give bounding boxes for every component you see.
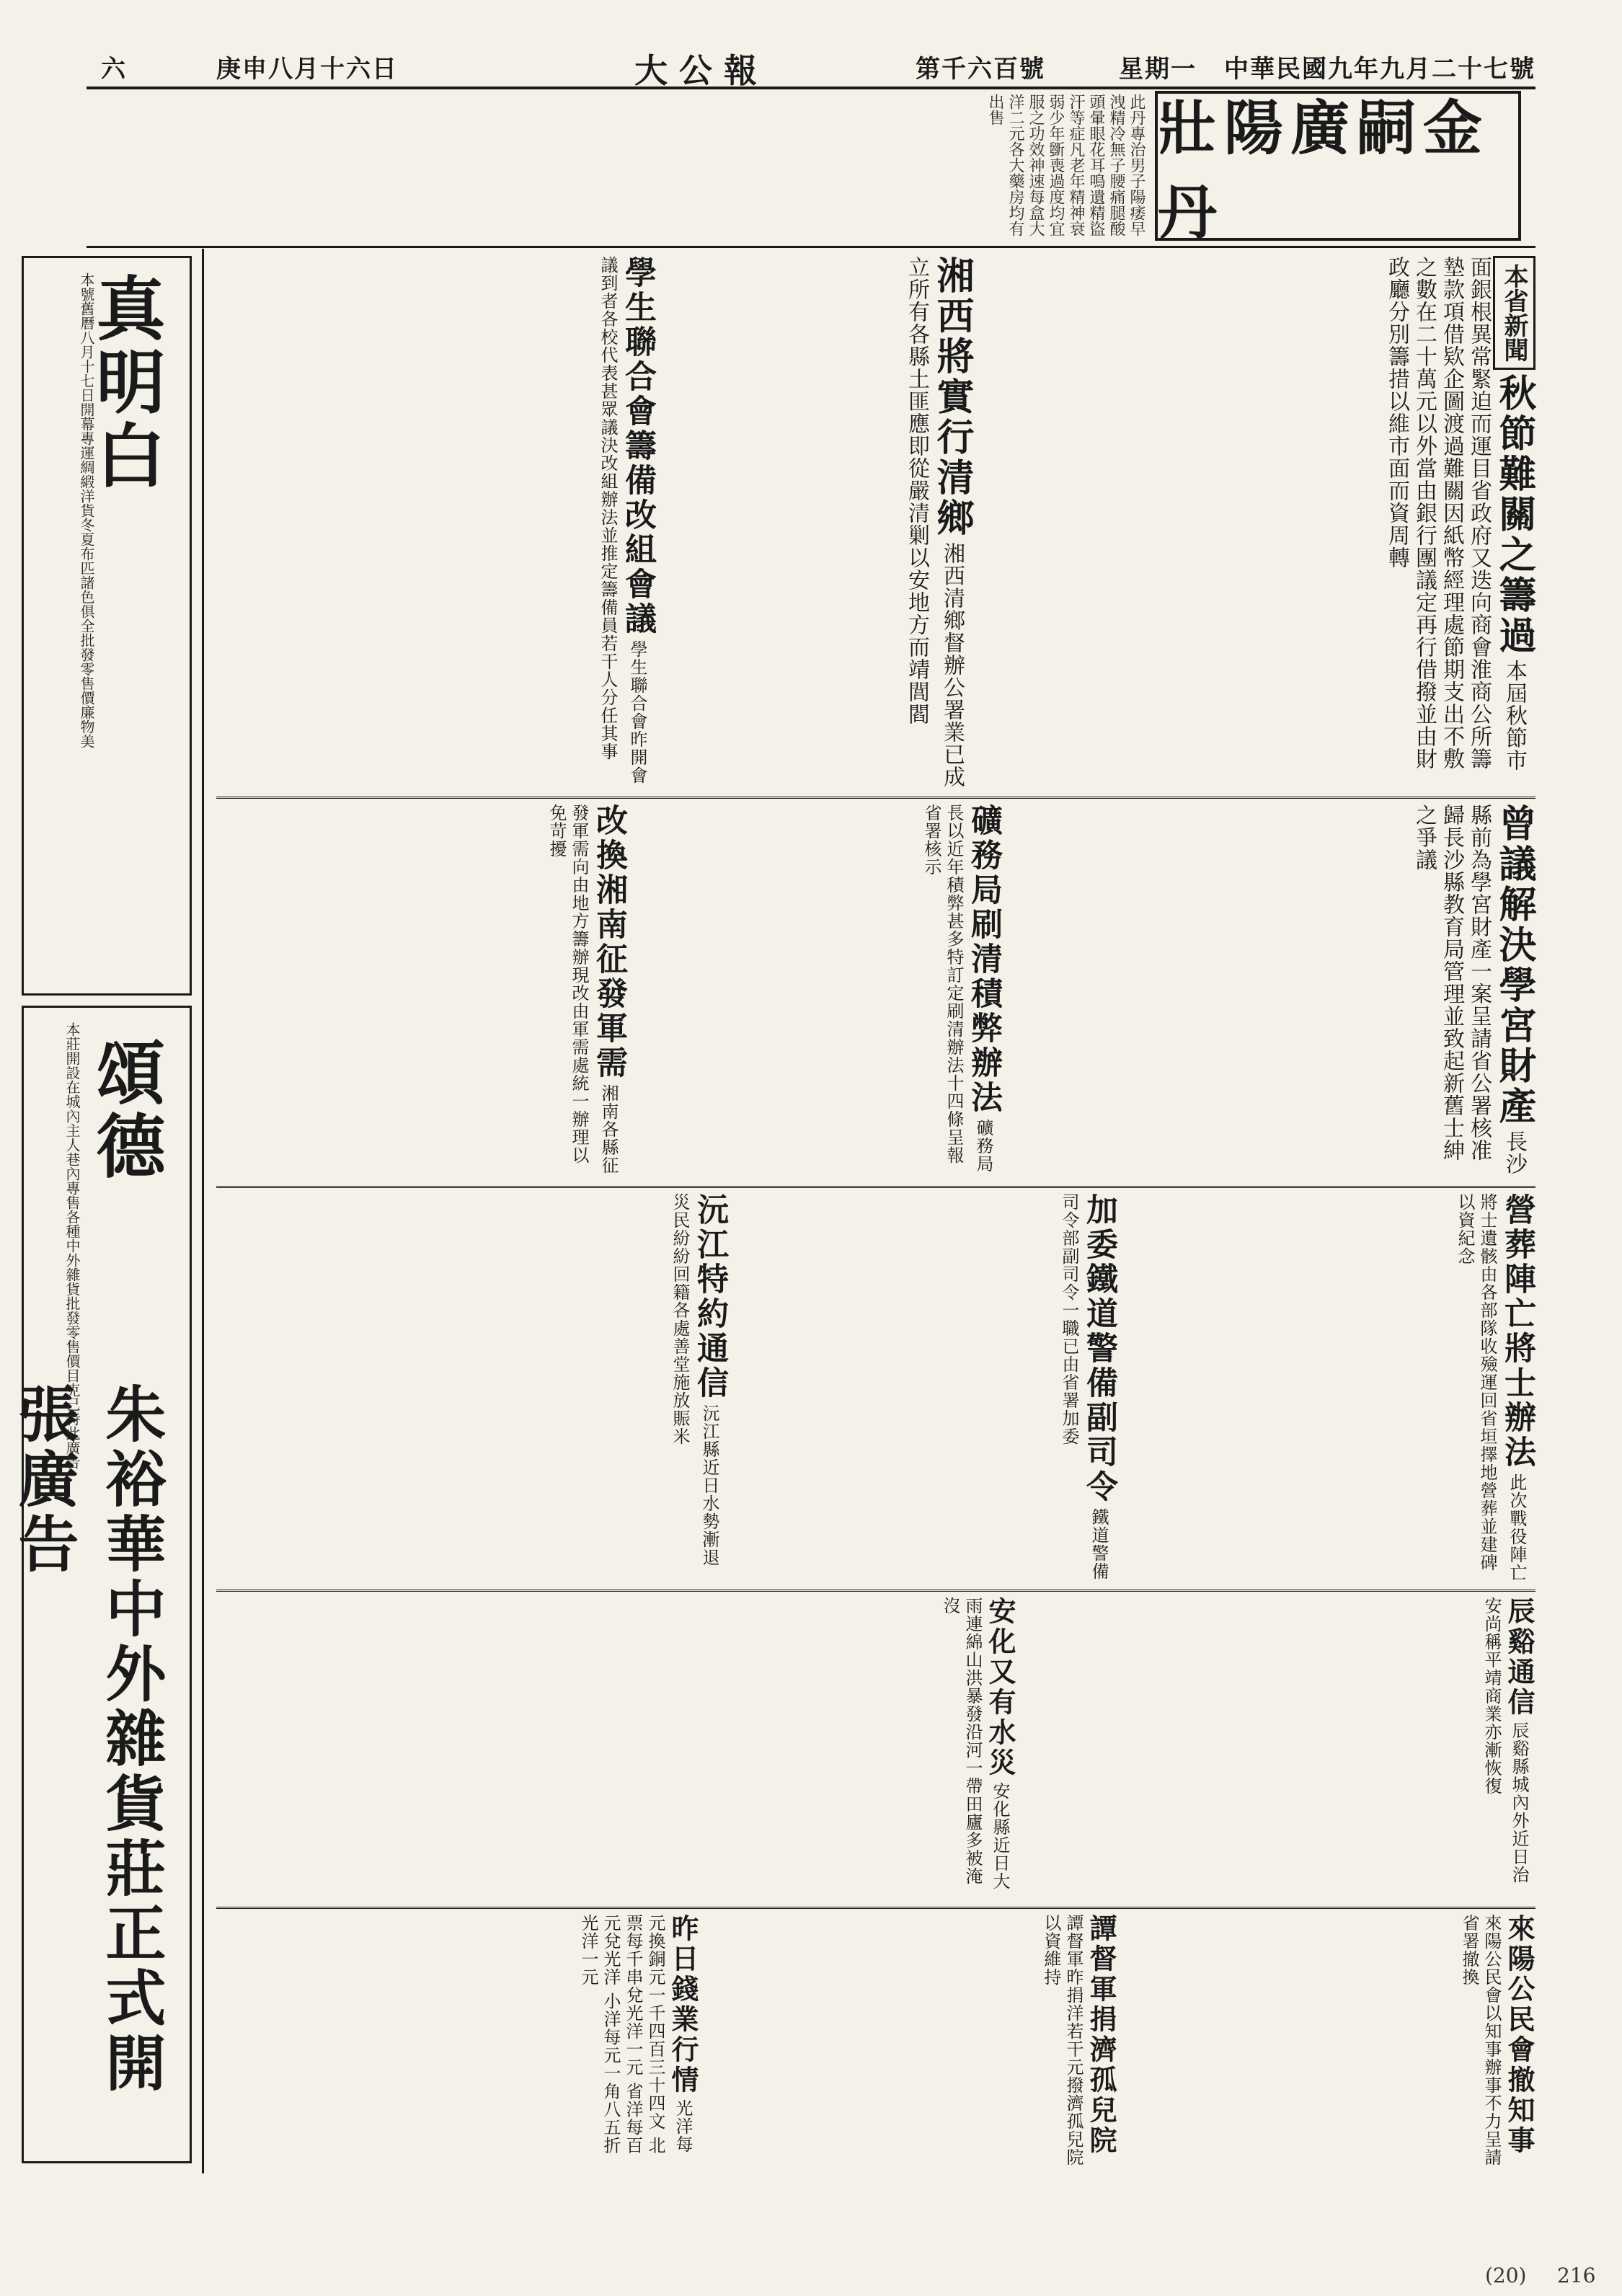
article-8-title: 加委鐵道警備副司令 [1081, 1193, 1117, 1504]
masthead-weekday: 星期一 [1119, 55, 1197, 84]
article-12-body: 來陽公民會以知事辦事不力呈請省署撤換 [1459, 1914, 1502, 2166]
article-student-union [223, 256, 656, 789]
article-money-market [223, 1914, 699, 2166]
article-9-body: 沅江縣近日水勢漸退災民紛紛回籍各處善堂施放賑米 [670, 1193, 719, 1567]
article-1-body: 本屆秋節市面銀根異常緊迫而運目省政府又迭向商會淮商公所籌墊款項借欵企圖渡過難關因紙幣經理處節期支出不敷之數在二十萬元以外當由銀行團議定再行借撥並由財政廳分別籌措以維市面而資周轉 [1384, 256, 1527, 772]
masthead-issue: 第千六百號 [916, 55, 1045, 84]
article-13-title: 譚督軍捐濟孤兒院 [1085, 1914, 1117, 2156]
top-ad-text: 此丹專治男子陽痿早洩精冷無子腰痛腿酸頭暈眼花耳鳴遺精盜汗等症凡老年精神衰弱少年斵喪過度均宜服之功效神速每盒大洋二元各大藥房均有出售 [986, 94, 1145, 236]
article-xiangnan-supply [223, 804, 627, 1179]
masthead-paper-name: 大公報 [634, 51, 768, 90]
article-2-title: 湘西將實行清鄉 [930, 256, 974, 538]
article-14-body: 光洋每元換銅元一千四百三十四文 北票每千串兌光洋一元 省洋每百元兌光洋 小洋每元一角八五折光洋一元 [578, 1914, 693, 2155]
section-label-provincial: 本省新聞 [1493, 256, 1535, 370]
masthead-page-number: 六 [101, 55, 127, 84]
left-ad-3-text: 本莊開設在城內主人巷內專售各種中外雜貨批發零售價目克己特此廣告 [63, 1022, 81, 1469]
row-divider [216, 797, 1535, 799]
top-ad-title: 壯陽廣嗣金丹 [1158, 94, 1490, 247]
left-ad-box-1 [22, 256, 192, 996]
article-9-title: 沅江特約通信 [691, 1193, 728, 1401]
article-5-title: 礦務局刷清積弊辦法 [965, 804, 1002, 1115]
article-10-body: 辰谿縣城內外近日治安尚稱平靖商業亦漸恢復 [1481, 1597, 1529, 1884]
article-2-body: 湘西清鄉督辦公署業已成立所有各縣土匪應即從嚴清剿以安地方而靖閭閻 [904, 256, 965, 789]
article-yuanjiang [223, 1193, 728, 1582]
article-laiyang [1132, 1914, 1535, 2166]
article-12-title: 來陽公民會撤知事 [1503, 1914, 1535, 2156]
article-11-body: 安化縣近日大雨連綿山洪暴發沿河一帶田廬多被淹沒 [940, 1597, 1010, 1891]
left-ad-2-text: 朱裕華中外雜貨莊正式開張廣告 [9, 1383, 167, 2096]
row-divider [216, 1590, 1535, 1592]
row-divider [216, 1186, 1535, 1188]
masthead-date: 中華民國九年九月二十七號 [1224, 55, 1535, 84]
left-ad-1-title: 真明白 [85, 272, 167, 493]
article-6-title: 改換湘南征發軍需 [590, 804, 627, 1081]
article-4-title: 曾議解決學宮財產 [1492, 804, 1536, 1127]
article-soldier-burial [1132, 1193, 1535, 1582]
footer-left-number: (20) [1485, 2264, 1527, 2287]
article-4-body: 長沙縣前為學宮財產一案呈請省公署核准歸長沙縣教育局管理並致起新舊士紳之爭議 [1412, 804, 1527, 1176]
article-xiangxi-qingxiang [670, 256, 973, 789]
article-7-title: 營葬陣亡將士辦法 [1499, 1193, 1535, 1470]
left-ad-2-title: 頌德 [85, 1037, 167, 1184]
article-11-title: 安化又有水災 [984, 1597, 1016, 1778]
article-3-body: 學生聯合會昨開會議到者各校代表甚眾議決改組辦法並推定籌備員若干人分任其事 [598, 256, 647, 785]
article-autumn-festival [988, 256, 1535, 789]
article-5-body: 礦務局長以近年積弊甚多特訂定刷清辦法十四條呈報省署核示 [921, 804, 993, 1174]
news-grid [216, 249, 1535, 2173]
top-ad-strip [87, 91, 1535, 248]
article-7-body: 此次戰役陣亡將士遺骸由各部隊收殮運回省垣擇地營葬並建碑以資紀念 [1455, 1193, 1527, 1582]
footer-right-number: 216 [1557, 2264, 1596, 2287]
article-6-body: 湘南各縣征發軍需向由地方籌辦現改由軍需處統一辦理以免苛擾 [546, 804, 619, 1175]
masthead-lunar-date: 庚申八月十六日 [216, 55, 398, 84]
left-ad-1-text: 本號舊曆八月十七日開幕專運綢緞洋貨冬夏布匹諸色俱全批發零售價廉物美 [78, 272, 95, 748]
article-14-title: 昨日錢業行情 [667, 1914, 699, 2096]
left-ad-box-2 [9, 1006, 192, 2163]
article-3-title: 學生聯合會籌備改組會議 [619, 256, 656, 637]
article-orphanage [714, 1914, 1117, 2166]
article-chenxi [1031, 1597, 1535, 1900]
article-8-body: 鐵道警備司令部副司令一職已由省署加委 [1059, 1193, 1109, 1581]
top-ad-box [1155, 91, 1521, 247]
article-10-title: 辰谿通信 [1503, 1597, 1535, 1718]
article-railway-guard [743, 1193, 1117, 1582]
article-school-property [1016, 804, 1535, 1179]
article-13-body: 譚督軍昨捐洋若干元撥濟孤兒院以資維持 [1041, 1914, 1083, 2166]
article-1-title: 秋節難關之籌過 [1492, 373, 1536, 657]
article-anhua-flood [223, 1597, 1016, 1900]
left-ad-column [9, 249, 204, 2173]
article-mining-bureau [642, 804, 1002, 1179]
row-divider [216, 1907, 1535, 1909]
